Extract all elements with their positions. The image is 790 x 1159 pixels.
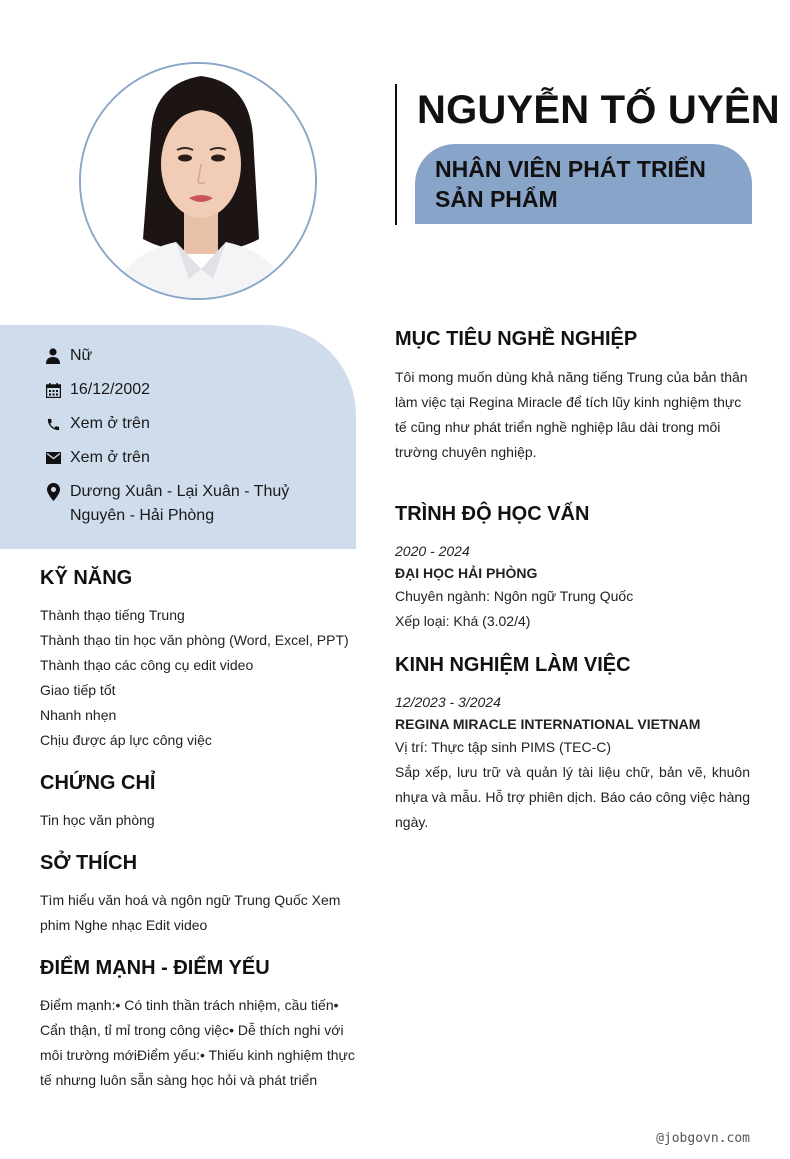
contact-dob [44, 378, 300, 402]
person-icon [44, 344, 62, 368]
hobbies-text: Tìm hiểu văn hoá và ngôn ngữ Trung Quốc Xem phim Nghe nhạc Edit video [40, 892, 341, 933]
experience-entry [395, 691, 750, 835]
contact-email [44, 446, 300, 470]
strengths-title: ĐIỂM MẠNH - ĐIỂM YẾU [40, 957, 270, 979]
job-title: NHÂN VIÊN PHÁT TRIỂN SẢN PHẨM [435, 156, 706, 212]
education-entry [395, 540, 750, 634]
contact-gender [44, 344, 300, 368]
envelope-icon [44, 446, 62, 470]
education-grade: Xếp loại: Khá (3.02/4) [395, 613, 531, 629]
skill-item: Nhanh nhẹn [40, 707, 117, 723]
certificates-title: CHỨNG CHỈ [40, 772, 156, 794]
dob-value: 16/12/2002 [70, 381, 151, 398]
education-title: TRÌNH ĐỘ HỌC VẤN [395, 503, 590, 525]
experience-position: Vị trí: Thực tập sinh PIMS (TEC-C) [395, 739, 612, 755]
calendar-icon [44, 378, 62, 402]
portrait-image [81, 64, 317, 300]
contact-phone [44, 412, 300, 436]
objective-text: Tôi mong muốn dùng khả năng tiếng Trung của bản thân làm việc tại Regina Miracle để tích lũy kinh nghiệm thực tế cũng như phát triển nghề nghiệp lâu dài trong môi trường chuyên nghiệp. [395, 369, 748, 460]
gender-value: Nữ [70, 347, 93, 364]
education-major: Chuyên ngành: Ngôn ngữ Trung Quốc [395, 588, 634, 604]
phone-value: Xem ở trên [70, 415, 150, 432]
experience-company: REGINA MIRACLE INTERNATIONAL VIETNAM [395, 716, 701, 732]
certificates-text: Tin học văn phòng [40, 812, 155, 828]
experience-description: Sắp xếp, lưu trữ và quản lý tài liệu chữ, bản vẽ, khuôn nhựa và mẫu. Hỗ trợ phiên dịch. Báo cáo công việc hàng ngày. [395, 764, 750, 830]
email-value: Xem ở trên [70, 449, 150, 466]
strengths-text: Điểm mạnh:• Có tinh thần trách nhiệm, cầu tiến• Cẩn thận, tỉ mỉ trong công việc• Dễ thích nghi với môi trường mớiĐiểm yếu:• Thiếu kinh nghiệm thực tế nhưng luôn sẵn sàng học hỏi và phát triển [40, 997, 355, 1088]
hobbies-title: SỞ THÍCH [40, 852, 138, 874]
skills-list [40, 603, 356, 753]
location-pin-icon [44, 480, 62, 504]
phone-icon [44, 412, 62, 436]
skill-item: Thành thạo các công cụ edit video [40, 657, 254, 673]
profile-photo [79, 62, 317, 300]
skills-title: KỸ NĂNG [40, 567, 133, 589]
candidate-name: NGUYỄN TỐ UYÊN [417, 88, 780, 132]
experience-period: 12/2023 - 3/2024 [395, 694, 501, 710]
skill-item: Chịu được áp lực công việc [40, 732, 212, 748]
skill-item: Thành thạo tiếng Trung [40, 607, 185, 623]
experience-title: KINH NGHIỆM LÀM VIỆC [395, 654, 631, 676]
contact-address [44, 480, 300, 528]
objective-title: MỤC TIÊU NGHỀ NGHIỆP [395, 328, 638, 350]
skill-item: Thành thạo tin học văn phòng (Word, Excel, PPT) [40, 632, 349, 648]
job-title-badge [415, 144, 752, 224]
watermark: @jobgovn.com [656, 1131, 750, 1146]
education-period: 2020 - 2024 [395, 543, 470, 559]
education-school: ĐẠI HỌC HẢI PHÒNG [395, 565, 538, 581]
address-value: Dương Xuân - Lại Xuân - Thuỷ Nguyên - Hải Phòng [70, 483, 290, 524]
skill-item: Giao tiếp tốt [40, 682, 116, 698]
name-block [395, 84, 780, 225]
